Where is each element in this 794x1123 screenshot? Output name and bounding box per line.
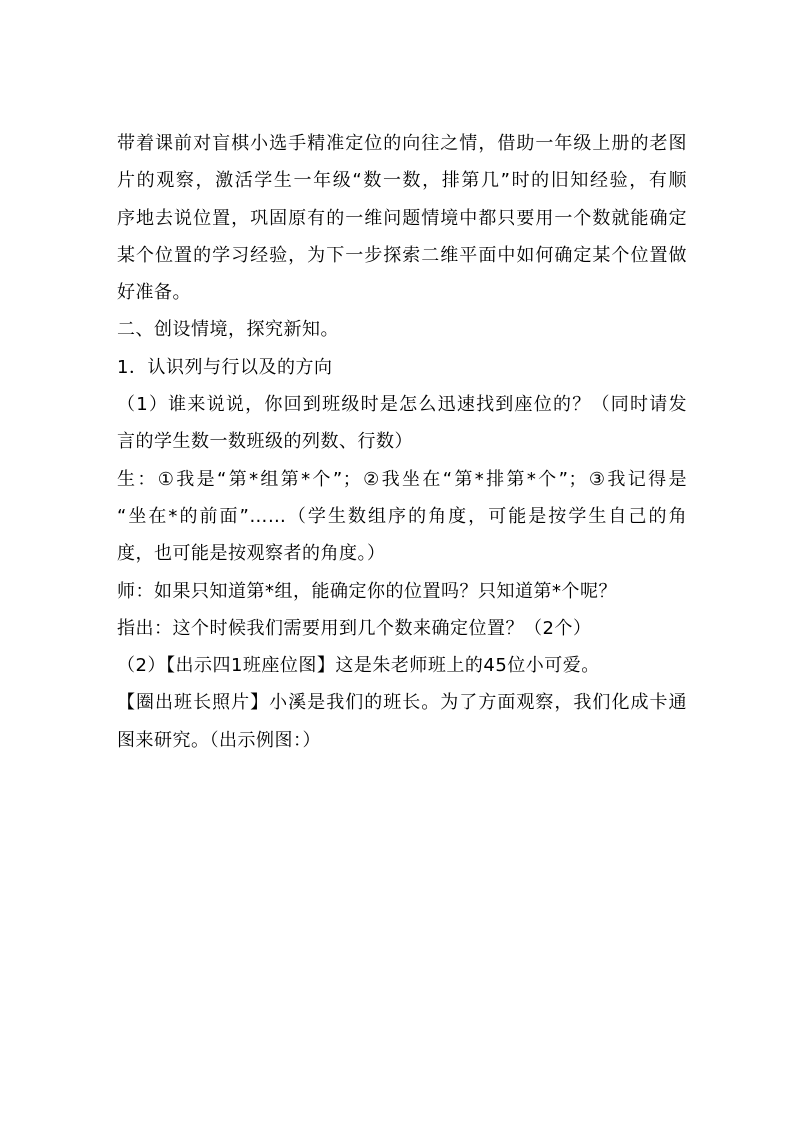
section-heading: 二、创设情境，探究新知。 [117, 319, 339, 341]
paragraph-line: 【圈出班长照片】小溪是我们的班长。为了方面观察，我们化成卡通 [117, 692, 687, 714]
paragraph-line: “坐在*的前面”……（学生数组序的角度，可能是按学生自己的角 [117, 505, 687, 527]
paragraph-line: 序地去说位置，巩固原有的一维问题情境中都只要用一个数就能确定 [117, 207, 687, 229]
paragraph-line: （1）谁来说说，你回到班级时是怎么迅速找到座位的？（同时请发 [117, 394, 687, 416]
paragraph-line: 图来研究。（出示例图：） [117, 729, 321, 751]
document-body [117, 125, 687, 759]
paragraph-line: 师：如果只知道第*组，能确定你的位置吗？只知道第*个呢？ [117, 580, 617, 602]
paragraph-line: 言的学生数一数班级的列数、行数） [117, 431, 413, 453]
paragraph-line: 片的观察，激活学生一年级“数一数，排第几”时的旧知经验，有顺 [117, 170, 687, 192]
paragraph-line: 度，也可能是按观察者的角度。） [117, 543, 386, 565]
paragraph-line: 带着课前对盲棋小选手精准定位的向往之情，借助一年级上册的老图 [117, 133, 687, 154]
paragraph-line: 好准备。 [117, 282, 191, 304]
subsection-heading: 1．认识列与行以及的方向 [117, 356, 333, 378]
paragraph-line: （2）【出示四1班座位图】这是朱老师班上的45位小可爱。 [117, 655, 600, 677]
paragraph-line: 指出：这个时候我们需要用到几个数来确定位置？（2个） [117, 617, 592, 639]
paragraph-line: 某个位置的学习经验，为下一步探索二维平面中如何确定某个位置做 [117, 244, 687, 266]
paragraph-line: 生：①我是“第*组第*个”；②我坐在“第*排第*个”；③我记得是 [117, 468, 687, 490]
